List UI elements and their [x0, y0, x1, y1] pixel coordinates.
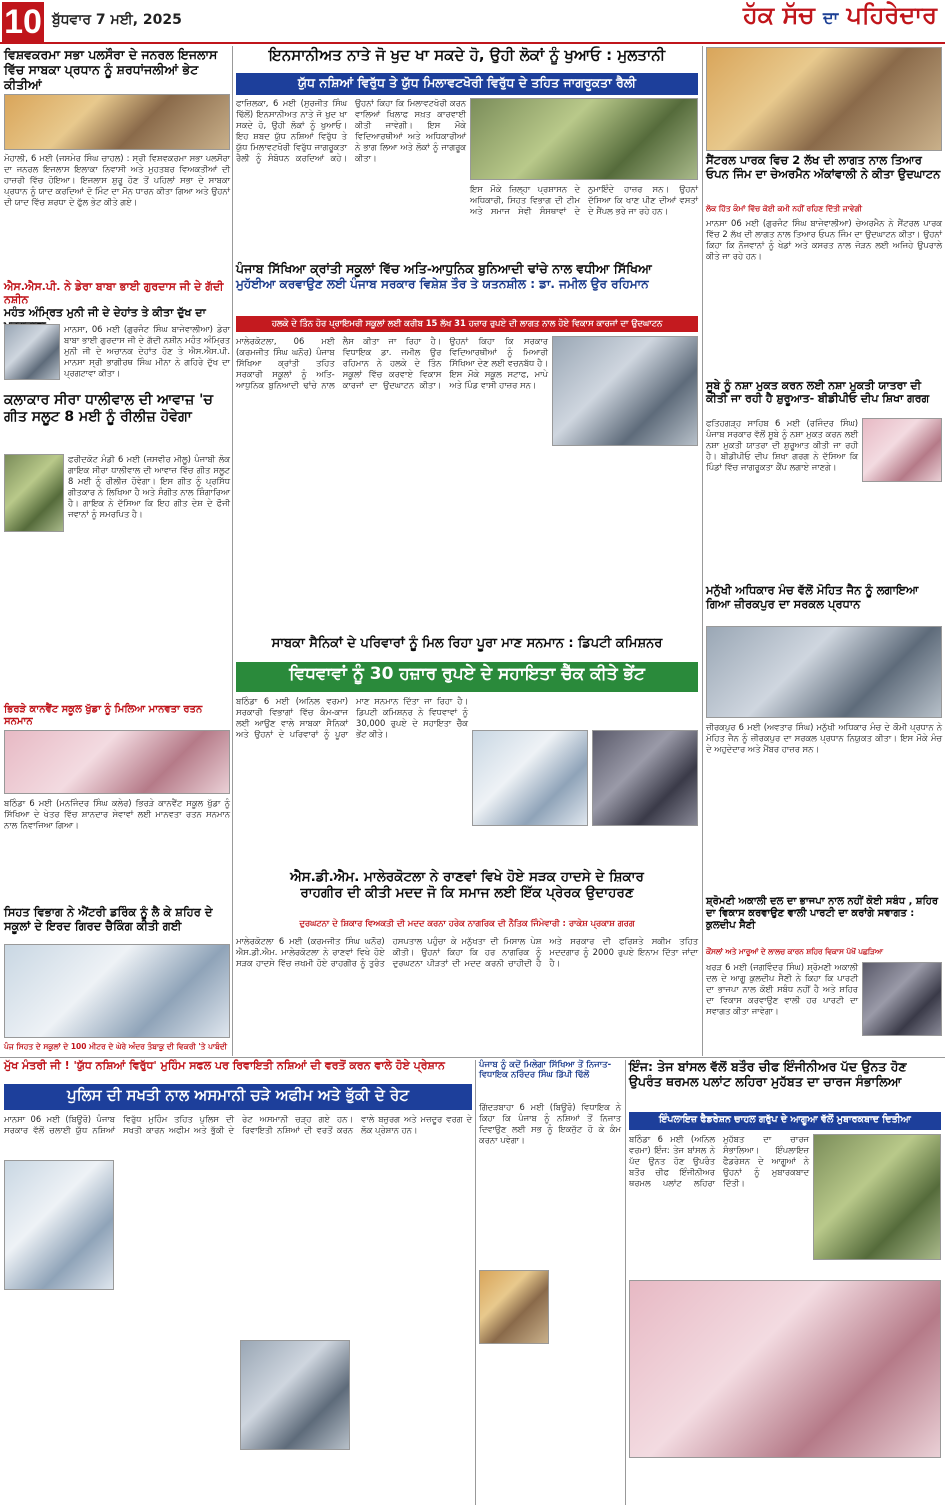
bottom-article-2-body: ਗਿੱਦੜਬਾਹਾ 6 ਮਈ (ਬਿਊਰੋ) ਵਿਧਾਇਕ ਨੇ ਕਿਹਾ ਕਿ ਪੰਜਾਬ ਨੂੰ ਨਸ਼ਿਆਂ ਤੋਂ ਨਿਜਾਤ ਦਿਵਾਉਣ ਲਈ ਸਭ ਨੂੰ ਇਕਜੁੱਟ ਹੋ ਕੇ ਕੰਮ ਕਰਨਾ ਪਵੇਗਾ।	[479, 1102, 621, 1146]
center-article-3-body: ਬਠਿੰਡਾ 6 ਮਈ (ਅਨਿਲ ਵਰਮਾ) ਸਰਕਾਰੀ ਵਿਭਾਗਾਂ ਵਿੱਚ ਕੰਮ-ਕਾਜ ਲਈ ਆਉਣ ਵਾਲੇ ਸਾਬਕਾ ਸੈਨਿਕਾਂ ਅਤੇ ਉਹਨਾਂ ਦੇ ਪਰਿਵਾਰਾਂ ਨੂੰ ਪੂਰਾ ਮਾਣ ਸਨਮਾਨ ਦਿੱਤਾ ਜਾ ਰਿਹਾ ਹੈ। ਡਿਪਟੀ ਕਮਿਸ਼ਨਰ ਨੇ ਵਿਧਵਾਵਾਂ ਨੂੰ 30,000 ਰੁਪਏ ਦੇ ਸਹਾਇਤਾ ਚੈੱਕ ਭੇਂਟ ਕੀਤੇ।	[236, 696, 468, 740]
photo-health-checking	[4, 944, 230, 1038]
bottom-article-3-body: ਬਠਿੰਡਾ 6 ਮਈ (ਅਨਿਲ ਵਰਮਾ) ਇੰਜ: ਤੇਜ ਬਾਂਸਲ ਨੇ ਪੱਦ ਉਨਤ ਹੋਣ ਉਪਰੰਤ ਬਤੌਰ ਚੀਫ ਇੰਜੀਨੀਅਰ ਥਰਮਲ ਪਲਾਂਟ ਲਹਿਰਾ ਮੁਹੱਬਤ ਦਾ ਚਾਰਜ ਸੰਭਾਲਿਆ। ਇੰਪਲਾਇਜ਼ ਫੈਡਰੇਸ਼ਨ ਦੇ ਆਗੂਆਂ ਨੇ ਉਹਨਾਂ ਨੂੰ ਮੁਬਾਰਕਬਾਦ ਦਿੱਤੀ।	[629, 1134, 809, 1189]
bottom-article-1-headline: ਮੁੱਖ ਮੰਤਰੀ ਜੀ ! 'ਯੁੱਧ ਨਸ਼ਿਆਂ ਵਿਰੁੱਧ' ਮੁਹਿੰਮ ਸਫਲ ਪਰ ਰਿਵਾਇਤੀ ਨਸ਼ਿਆਂ ਦੀ ਵਰਤੋਂ ਕਰਨ ਵਾਲੇ ਹੋਏ ਪ੍ਰੇਸ਼ਾਨ	[4, 1059, 445, 1072]
bottom-article-3-band: ਇੰਪਲਾਇਜ਼ ਫੈਡਰੇਸ਼ਨ ਚਾਹਲ ਗਰੁੱਪ ਦੇ ਆਗੂਆ ਵੱਲੋਂ ਮੁਬਾਰਕਬਾਦ ਦਿਤੀਆ	[629, 1112, 941, 1130]
photo-mahant	[4, 324, 60, 380]
right-article-4-body: ਖਰੜ 6 ਮਈ (ਜਗਵਿੰਦਰ ਸਿੰਘ) ਸ਼੍ਰੋਮਣੀ ਅਕਾਲੀ ਦਲ ਦੇ ਆਗੂ ਕੁਲਦੀਪ ਸੈਣੀ ਨੇ ਕਿਹਾ ਕਿ ਪਾਰਟੀ ਦਾ ਭਾਜਪਾ ਨਾਲ ਕੋਈ ਸਬੰਧ ਨਹੀਂ ਹੈ ਅਤੇ ਸ਼ਹਿਰ ਦਾ ਵਿਕਾਸ ਕਰਵਾਉਣ ਵਾਲੀ ਹਰ ਪਾਰਟੀ ਦਾ ਸਵਾਗਤ ਕੀਤਾ ਜਾਵੇਗਾ।	[706, 962, 858, 1017]
photo-sabha-meeting	[4, 94, 230, 150]
issue-date: ਬੁੱਧਵਾਰ 7 ਮਈ, 2025	[52, 12, 182, 28]
photo-police	[240, 1340, 350, 1450]
right-article-2-headline: ਸੂਬੇ ਨੂੰ ਨਸ਼ਾ ਮੁਕਤ ਕਰਨ ਲਈ ਨਸ਼ਾ ਮੁਕਤੀ ਯਾਤਰਾ ਦੀ ਕੀਤੀ ਜਾ ਰਹੀ ਹੈ ਸ਼ੁਰੂਆਤ- ਬੀਡੀਪੀਓ ਦੀਪ ਸ਼ਿਖਾ ਗਰਗ	[706, 379, 930, 405]
photo-kuldeep-saini	[862, 962, 942, 1036]
photo-mla	[479, 1270, 549, 1344]
photo-school-inauguration	[552, 336, 698, 446]
right-article-1-sub: ਲੋਕ ਹਿੱਤ ਕੰਮਾਂ ਵਿੱਚ ਕੋਈ ਕਮੀ ਨਹੀਂ ਰਹਿਣ ਦਿੱਤੀ ਜਾਵੇਗੀ	[706, 204, 862, 213]
center-article-3-headline: ਸਾਬਕਾ ਸੈਨਿਕਾਂ ਦੇ ਪਰਿਵਾਰਾਂ ਨੂੰ ਮਿਲ ਰਿਹਾ ਪੂਰਾ ਮਾਣ ਸਨਮਾਨ : ਡਿਪਟੀ ਕਮਿਸ਼ਨਰ	[271, 636, 663, 651]
photo-awareness-rally	[470, 98, 698, 180]
left-article-3-headline: ਕਲਾਕਾਰ ਸੀਰਾ ਧਾਲੀਵਾਲ ਦੀ ਆਵਾਜ਼ 'ਚ ਗੀਤ ਸਲੂਟ 8 ਮਈ ਨੂੰ ਰੀਲੀਜ਼ ਹੋਵੇਗਾ	[4, 392, 213, 425]
bottom-article-3-headline: ਇੰਜ: ਤੇਜ ਬਾਂਸਲ ਵੱਲੋਂ ਬਤੌਰ ਚੀਫ ਇੰਜੀਨੀਅਰ ਪੱਦ ਉਨਤ ਹੋਣ ਉਪਰੰਤ ਥਰਮਲ ਪਲਾਂਟ ਲਹਿਰਾ ਮੁਹੱਬਤ ਦਾ ਚਾਰਜ ਸੰਭਾਲਿਆ	[629, 1059, 907, 1089]
center-article-4-sub: ਦੁਰਘਟਨਾ ਦੇ ਸ਼ਿਕਾਰ ਵਿਅਕਤੀ ਦੀ ਮਦਦ ਕਰਨਾ ਹਰੇਕ ਨਾਗਰਿਕ ਦੀ ਨੈਤਿਕ ਜਿੰਮੇਵਾਰੀ : ਰਾਕੇਸ਼ ਪ੍ਰਕਾਸ਼ ਗਰਗ	[299, 918, 635, 928]
left-article-4-headline: ਭਿਰੜੇ ਕਾਨਵੈਂਟ ਸਕੂਲ ਖੁੱਡਾ ਨੂੰ ਮਿਲਿਆ ਮਾਨਵਤਾ ਰਤਨ ਸਨਮਾਨ	[4, 704, 203, 727]
center-article-2-band: ਹਲਕੇ ਦੇ ਤਿੰਨ ਹੋਰ ਪ੍ਰਾਇਮਰੀ ਸਕੂਲਾਂ ਲਈ ਕਰੀਬ 15 ਲੱਖ 31 ਹਜ਼ਾਰ ਰੁਪਏ ਦੀ ਲਾਗਤ ਨਾਲ ਹੋਏ ਵਿਕਾਸ ਕਾਰਜਾਂ ਦਾ ਉਦਘਾਟਨ	[236, 316, 698, 332]
left-article-3-body: ਫਰੀਦਕੋਟ ਮੰਡੀ 6 ਮਈ (ਜਸਵੀਰ ਮੀਲੂ) ਪੰਜਾਬੀ ਲੋਕ ਗਾਇਕ ਸੀਰਾ ਧਾਲੀਵਾਲ ਦੀ ਆਵਾਜ਼ ਵਿੱਚ ਗੀਤ ਸਲੂਟ 8 ਮਈ ਨੂੰ ਰੀਲੀਜ਼ ਹੋਵੇਗਾ। ਇਸ ਗੀਤ ਨੂੰ ਪ੍ਰਸਿੱਧ ਗੀਤਕਾਰ ਨੇ ਲਿਖਿਆ ਹੈ ਅਤੇ ਸੰਗੀਤ ਨਾਲ ਸ਼ਿੰਗਾਰਿਆ ਹੈ। ਗਾਇਕ ਨੇ ਦੱਸਿਆ ਕਿ ਇਹ ਗੀਤ ਦੇਸ਼ ਦੇ ਫੌਜੀ ਜਵਾਨਾਂ ਨੂੰ ਸਮਰਪਿਤ ਹੈ।	[68, 454, 230, 520]
bottom-article-1-band: ਪੁਲਿਸ ਦੀ ਸਖਤੀ ਨਾਲ ਅਸਮਾਨੀ ਚੜੇ ਅਫੀਮ ਅਤੇ ਭੁੱਕੀ ਦੇ ਰੇਟ	[4, 1084, 472, 1110]
center-article-4-headline: ਐਸ.ਡੀ.ਐਮ. ਮਾਲੇਰਕੋਟਲਾ ਨੇ ਰਾਣਵਾਂ ਵਿਖੇ ਹੋਏ ਸੜਕ ਹਾਦਸੇ ਦੇ ਸ਼ਿਕਾਰ ਰਾਹਗੀਰ ਦੀ ਕੀਤੀ ਮਦਦ ਜੋ ਕਿ ਸਮਾਜ ਲਈ ਇੱਕ ਪ੍ਰੇਰਕ ਉਦਾਹਰਣ	[290, 869, 644, 901]
right-article-3-headline: ਮਨੁੱਖੀ ਅਧਿਕਾਰ ਮੰਚ ਵੱਲੋਂ ਮੋਹਿਤ ਜੈਨ ਨੂੰ ਲਗਾਇਆ ਗਿਆ ਜ਼ੀਰਕਪੁਰ ਦਾ ਸਰਕਲ ਪ੍ਰਧਾਨ	[706, 583, 919, 611]
photo-open-gym	[706, 47, 942, 151]
photo-opium-seized	[4, 1160, 114, 1290]
left-article-1-headline: ਵਿਸ਼ਵਕਰਮਾ ਸਭਾ ਪਲਸੌਰਾ ਦੇ ਜਨਰਲ ਇਜਲਾਸ ਵਿੱਚ ਸਾਬਕਾ ਪ੍ਰਧਾਨ ਨੂੰ ਸ਼ਰਧਾਂਜਲੀਆਂ ਭੇਟ ਕੀਤੀਆਂ	[4, 47, 218, 92]
photo-singer	[4, 454, 64, 532]
photo-bdpo	[862, 418, 942, 482]
photo-circle-president	[706, 626, 942, 718]
left-article-2-headline: ਐਸ.ਐਸ.ਪੀ. ਨੇ ਡੇਰਾ ਬਾਬਾ ਭਾਈ ਗੁਰਦਾਸ ਜੀ ਦੇ ਗੱਦੀ ਨਸ਼ੀਨ ਮਹੰਤ ਅੰਮ੍ਰਿਤ ਮੁਨੀ ਜੀ ਦੇ ਦੇਹਾਂਤ ਤੇ ਕੀਤਾ ਦੁੱਖ ਦਾ	[4, 280, 224, 319]
center-article-3-band: ਵਿਧਵਾਵਾਂ ਨੂੰ 30 ਹਜ਼ਾਰ ਰੁਪਏ ਦੇ ਸਹਾਇਤਾ ਚੈੱਕ ਕੀਤੇ ਭੇਂਟ	[236, 662, 698, 692]
photo-cheque-presenting	[472, 730, 588, 826]
center-article-1-headline: ਇਨਸਾਨੀਅਤ ਨਾਤੇ ਜੋ ਖੁਦ ਖਾ ਸਕਦੇ ਹੋ, ਉਹੀ ਲੋਕਾਂ ਨੂੰ ਖੁਆਓ : ਮੁਲਤਾਨੀ	[268, 46, 666, 64]
page-number: 10	[2, 2, 44, 42]
photo-school-award	[4, 730, 230, 794]
photo-chief-engineer	[813, 1134, 941, 1260]
masthead	[0, 0, 945, 44]
bottom-article-1-body: ਮਾਨਸਾ 06 ਮਈ (ਬਿਊਰੋ) ਪੰਜਾਬ ਸਰਕਾਰ ਵੱਲੋਂ ਚਲਾਈ ਯੁੱਧ ਨਸ਼ਿਆਂ ਵਿਰੁੱਧ ਮੁਹਿੰਮ ਤਹਿਤ ਪੁਲਿਸ ਦੀ ਸਖਤੀ ਕਾਰਨ ਅਫੀਮ ਅਤੇ ਭੁੱਕੀ ਦੇ ਰੇਟ ਅਸਮਾਨੀ ਚੜ੍ਹ ਗਏ ਹਨ। ਰਿਵਾਇਤੀ ਨਸ਼ਿਆਂ ਦੀ ਵਰਤੋਂ ਕਰਨ ਵਾਲੇ ਬਜ਼ੁਰਗ ਅਤੇ ਮਜ਼ਦੂਰ ਵਰਗ ਦੇ ਲੋਕ ਪ੍ਰੇਸ਼ਾਨ ਹਨ।	[4, 1114, 472, 1136]
right-article-2-body: ਫਤਿਹਗੜ੍ਹ ਸਾਹਿਬ 6 ਮਈ (ਰਜਿੰਦਰ ਸਿੰਘ) ਪੰਜਾਬ ਸਰਕਾਰ ਵੱਲੋਂ ਸੂਬੇ ਨੂੰ ਨਸ਼ਾ ਮੁਕਤ ਕਰਨ ਲਈ ਨਸ਼ਾ ਮੁਕਤੀ ਯਾਤਰਾ ਦੀ ਸ਼ੁਰੂਆਤ ਕੀਤੀ ਜਾ ਰਹੀ ਹੈ। ਬੀਡੀਪੀਓ ਦੀਪ ਸ਼ਿਖਾ ਗਰਗ ਨੇ ਦੱਸਿਆ ਕਿ ਪਿੰਡਾਂ ਵਿੱਚ ਜਾਗਰੂਕਤਾ ਕੈਂਪ ਲਗਾਏ ਜਾਣਗੇ।	[706, 418, 858, 473]
center-article-1-body: ਫਾਜ਼ਿਲਕਾ, 6 ਮਈ (ਸੁਰਜੀਤ ਸਿੰਘ ਢਿੱਲੋਂ) ਇਨਸਾਨੀਅਤ ਨਾਤੇ ਜੋ ਖੁਦ ਖਾ ਸਕਦੇ ਹੋ, ਉਹੀ ਲੋਕਾਂ ਨੂੰ ਖੁਆਓ। ਇਹ ਸ਼ਬਦ ਯੁੱਧ ਨਸ਼ਿਆਂ ਵਿਰੁੱਧ ਤੇ ਯੁੱਧ ਮਿਲਾਵਟਖੋਰੀ ਵਿਰੁੱਧ ਜਾਗਰੂਕਤਾ ਰੈਲੀ ਨੂੰ ਸੰਬੋਧਨ ਕਰਦਿਆਂ ਕਹੇ। ਉਹਨਾਂ ਕਿਹਾ ਕਿ ਮਿਲਾਵਟਖੋਰੀ ਕਰਨ ਵਾਲਿਆਂ ਖਿਲਾਫ ਸਖ਼ਤ ਕਾਰਵਾਈ ਕੀਤੀ ਜਾਵੇਗੀ। ਇਸ ਮੌਕੇ ਵਿਦਿਆਰਥੀਆਂ ਅਤੇ ਅਧਿਕਾਰੀਆਂ ਨੇ ਭਾਗ ਲਿਆ ਅਤੇ ਲੋਕਾਂ ਨੂੰ ਜਾਗਰੂਕ ਕੀਤਾ।	[236, 98, 466, 164]
left-article-4-body: ਬਠਿੰਡਾ 6 ਮਈ (ਮਨਜਿੰਦਰ ਸਿੰਘ ਕਲੇਰ) ਭਿਰੜੇ ਕਾਨਵੈਂਟ ਸਕੂਲ ਖੁੱਡਾ ਨੂੰ ਸਿੱਖਿਆ ਦੇ ਖੇਤਰ ਵਿੱਚ ਸ਼ਾਨਦਾਰ ਸੇਵਾਵਾਂ ਲਈ ਮਾਨਵਤਾ ਰਤਨ ਸਨਮਾਨ ਨਾਲ ਨਿਵਾਜਿਆ ਗਿਆ।	[4, 798, 230, 831]
right-article-1-body: ਮਾਨਸਾ 06 ਮਈ (ਗੁਰਜੰਟ ਸਿੰਘ ਬਾਜੇਵਾਲੀਆ) ਚੇਅਰਮੈਨ ਨੇ ਸੈਂਟਰਲ ਪਾਰਕ ਵਿੱਚ 2 ਲੱਖ ਦੀ ਲਾਗਤ ਨਾਲ ਤਿਆਰ ਓਪਨ ਜਿੰਮ ਦਾ ਉਦਘਾਟਨ ਕੀਤਾ। ਉਹਨਾਂ ਕਿਹਾ ਕਿ ਨੌਜਵਾਨਾਂ ਨੂੰ ਖੇਡਾਂ ਅਤੇ ਕਸਰਤ ਨਾਲ ਜੋੜਨ ਲਈ ਅਜਿਹੇ ਉਪਰਾਲੇ ਕੀਤੇ ਜਾ ਰਹੇ ਹਨ।	[706, 218, 942, 262]
title-part-a: ਹੱਕ ਸੱਚ	[743, 0, 815, 29]
right-article-3-body: ਜ਼ੀਰਕਪੁਰ 6 ਮਈ (ਅਵਤਾਰ ਸਿੰਘ) ਮਨੁੱਖੀ ਅਧਿਕਾਰ ਮੰਚ ਦੇ ਕੌਮੀ ਪ੍ਰਧਾਨ ਨੇ ਮੋਹਿਤ ਜੈਨ ਨੂੰ ਜ਼ੀਰਕਪੁਰ ਦਾ ਸਰਕਲ ਪ੍ਰਧਾਨ ਨਿਯੁਕਤ ਕੀਤਾ। ਇਸ ਮੌਕੇ ਮੰਚ ਦੇ ਅਹੁਦੇਦਾਰ ਅਤੇ ਮੈਂਬਰ ਹਾਜ਼ਰ ਸਨ।	[706, 722, 942, 755]
photo-federation-leaders	[629, 1280, 941, 1458]
photo-widow-cheque	[592, 730, 698, 826]
left-article-1-body: ਮੋਹਾਲੀ, 6 ਮਈ (ਜਸਮੇਰ ਸਿੰਘ ਚਾਹਲ) : ਸ੍ਰੀ ਵਿਸ਼ਵਕਰਮਾ ਸਭਾ ਪਲਸੌਰਾ ਦਾ ਜਨਰਲ ਇਜਲਾਸ ਇਲਾਕਾ ਨਿਵਾਸੀ ਅਤੇ ਮੁਹਤਬਰ ਵਿਅਕਤੀਆਂ ਦੀ ਹਾਜ਼ਰੀ ਵਿੱਚ ਹੋਇਆ। ਇਜਲਾਸ ਸ਼ੁਰੂ ਹੋਣ ਤੋਂ ਪਹਿਲਾਂ ਸਭਾ ਦੇ ਸਾਬਕਾ ਪ੍ਰਧਾਨ ਨੂੰ ਯਾਦ ਕਰਦਿਆਂ ਦੋ ਮਿੰਟ ਦਾ ਮੌਨ ਧਾਰਨ ਕੀਤਾ ਗਿਆ ਅਤੇ ਉਹਨਾਂ ਦੀ ਯਾਦ ਵਿੱਚ ਸ਼ਰਧਾ ਦੇ ਫੁੱਲ ਭੇਟ ਕੀਤੇ ਗਏ।	[4, 153, 230, 208]
center-article-4-body: ਮਾਲੇਰਕੋਟਲਾ 6 ਮਈ (ਕਰਮਜੀਤ ਸਿੰਘ ਘਨੌਰ) ਐਸ.ਡੀ.ਐਮ. ਮਾਲੇਰਕੋਟਲਾ ਨੇ ਰਾਣਵਾਂ ਵਿਖੇ ਹੋਏ ਸੜਕ ਹਾਦਸੇ ਵਿੱਚ ਜ਼ਖਮੀ ਹੋਏ ਰਾਹਗੀਰ ਨੂੰ ਤੁਰੰਤ ਹਸਪਤਾਲ ਪਹੁੰਚਾ ਕੇ ਮਨੁੱਖਤਾ ਦੀ ਮਿਸਾਲ ਪੇਸ਼ ਕੀਤੀ। ਉਹਨਾਂ ਕਿਹਾ ਕਿ ਹਰ ਨਾਗਰਿਕ ਨੂੰ ਦੁਰਘਟਨਾ ਪੀੜਤਾਂ ਦੀ ਮਦਦ ਕਰਨੀ ਚਾਹੀਦੀ ਹੈ ਅਤੇ ਸਰਕਾਰ ਦੀ ਫਰਿਸ਼ਤੇ ਸਕੀਮ ਤਹਿਤ ਮਦਦਗਾਰ ਨੂੰ 2000 ਰੁਪਏ ਇਨਾਮ ਦਿੱਤਾ ਜਾਂਦਾ ਹੈ।	[236, 936, 698, 969]
bottom-article-2-headline: ਪੰਜਾਬ ਨੂੰ ਕਦੋਂ ਮਿਲੇਗਾ ਸਿੱਖਿਆ ਤੋਂ ਨਿਜਾਤ-ਵਿਧਾਇਕ ਨਰਿੰਦਰ ਸਿੰਘ ਡਿੱਪੀ ਢਿੱਲੋਂ	[479, 1060, 612, 1081]
title-part-b: ਦਾ	[823, 8, 839, 27]
center-article-2-body: ਮਾਲੇਰਕੋਟਲਾ, 06 ਮਈ (ਕਰਮਜੀਤ ਸਿੰਘ ਘਨੌਰ) ਪੰਜਾਬ ਸਿੱਖਿਆ ਕ੍ਰਾਂਤੀ ਤਹਿਤ ਸਰਕਾਰੀ ਸਕੂਲਾਂ ਨੂੰ ਅਤਿ-ਆਧੁਨਿਕ ਬੁਨਿਆਦੀ ਢਾਂਚੇ ਨਾਲ ਲੈਸ ਕੀਤਾ ਜਾ ਰਿਹਾ ਹੈ। ਵਿਧਾਇਕ ਡਾ. ਜਮੀਲ ਉਰ ਰਹਿਮਾਨ ਨੇ ਹਲਕੇ ਦੇ ਤਿੰਨ ਸਕੂਲਾਂ ਵਿੱਚ ਕਰਵਾਏ ਵਿਕਾਸ ਕਾਰਜਾਂ ਦਾ ਉਦਘਾਟਨ ਕੀਤਾ। ਉਹਨਾਂ ਕਿਹਾ ਕਿ ਸਰਕਾਰ ਵਿਦਿਆਰਥੀਆਂ ਨੂੰ ਮਿਆਰੀ ਸਿੱਖਿਆ ਦੇਣ ਲਈ ਵਚਨਬੱਧ ਹੈ। ਇਸ ਮੌਕੇ ਸਕੂਲ ਸਟਾਫ, ਮਾਪੇ ਅਤੇ ਪਿੰਡ ਵਾਸੀ ਹਾਜ਼ਰ ਸਨ।	[236, 336, 548, 391]
left-article-5-headline: ਸਿਹਤ ਵਿਭਾਗ ਨੇ ਐਂਟਰੀ ਡਰਿੰਕ ਨੂੰ ਲੈ ਕੇ ਸ਼ਹਿਰ ਦੇ ਸਕੂਲਾਂ ਦੇ ਇਰਦ ਗਿਰਦ ਚੈਕਿੰਗ ਕੀਤੀ ਗਈ	[4, 905, 213, 933]
center-article-2-headline: ਪੰਜਾਬ ਸਿੱਖਿਆ ਕ੍ਰਾਂਤੀ ਸਕੂਲਾਂ ਵਿੱਚ ਅਤਿ-ਆਧੁਨਿਕ ਬੁਨਿਆਦੀ ਢਾਂਚੇ ਨਾਲ ਵਧੀਆ ਸਿੱਖਿਆ ਮੁਹੱਈਆ ਕਰਵਾਉਣ ਲਈ ਪੰਜਾਬ ਸਰਕਾਰ ਵਿਸ਼ੇਸ਼ ਤੌਰ ਤੇ ਯਤਨਸ਼ੀਲ : ਡਾ. ਜਮੀਲ ਉਰ ਰਹਿਮਾਨ	[236, 261, 652, 291]
right-article-4-sub: ਕੌਂਸਲਾਂ ਅਤੇ ਮਾਰੂਆਂ ਦੇ ਲਾਲਚ ਕਾਰਨ ਸ਼ਹਿਰ ਵਿਕਾਸ ਪੱਖੋਂ ਪਛੜਿਆ	[706, 947, 883, 956]
newspaper-title	[743, 0, 937, 29]
left-article-2-body: ਮਾਨਸਾ, 06 ਮਈ (ਗੁਰਜੰਟ ਸਿੰਘ ਬਾਜੇਵਾਲੀਆ) ਡੇਰਾ ਬਾਬਾ ਭਾਈ ਗੁਰਦਾਸ ਜੀ ਦੇ ਗੱਦੀ ਨਸ਼ੀਨ ਮਹੰਤ ਅੰਮ੍ਰਿਤ ਮੁਨੀ ਜੀ ਦੇ ਅਚਾਨਕ ਦੇਹਾਂਤ ਹੋਣ ਤੇ ਐਸ.ਐਸ.ਪੀ. ਮਾਨਸਾ ਸ੍ਰੀ ਭਾਗੀਰਥ ਸਿੰਘ ਮੀਨਾ ਨੇ ਗਹਿਰੇ ਦੁੱਖ ਦਾ ਪ੍ਰਗਟਾਵਾ ਕੀਤਾ।	[64, 324, 230, 379]
title-part-c: ਪਹਿਰੇਦਾਰ	[846, 0, 937, 29]
right-article-1-headline: ਸੈਂਟਰਲ ਪਾਰਕ ਵਿਚ 2 ਲੱਖ ਦੀ ਲਾਗਤ ਨਾਲ ਤਿਆਰ ਓਪਨ ਜਿੰਮ ਦਾ ਚੇਅਰਮੈਨ ਅੱਕਾਂਵਾਲੀ ਨੇ ਕੀਤਾ ਉਦਘਾਟਨ	[706, 153, 941, 181]
right-article-4-headline: ਸ਼੍ਰੋਮਣੀ ਅਕਾਲੀ ਦਲ ਦਾ ਭਾਜਪਾ ਨਾਲ ਨਹੀਂ ਕੋਈ ਸਬੰਧ , ਸ਼ਹਿਰ ਦਾ ਵਿਕਾਸ ਕਰਵਾਉਣ ਵਾਲੀ ਪਾਰਟੀ ਦਾ ਕਰਾਂਗੇ ਸਵਾਗਤ : ਕੁਲਦੀਪ ਸੈਣੀ	[706, 896, 939, 931]
center-article-1-body-b: ਇਸ ਮੌਕੇ ਜ਼ਿਲ੍ਹਾ ਪ੍ਰਸ਼ਾਸਨ ਦੇ ਅਧਿਕਾਰੀ, ਸਿਹਤ ਵਿਭਾਗ ਦੀ ਟੀਮ ਅਤੇ ਸਮਾਜ ਸੇਵੀ ਸੰਸਥਾਵਾਂ ਦੇ ਨੁਮਾਇੰਦੇ ਹਾਜ਼ਰ ਸਨ। ਉਹਨਾਂ ਦੱਸਿਆ ਕਿ ਖਾਣ ਪੀਣ ਦੀਆਂ ਵਸਤਾਂ ਦੇ ਸੈਂਪਲ ਭਰੇ ਜਾ ਰਹੇ ਹਨ।	[470, 184, 698, 217]
center-article-1-band: ਯੁੱਧ ਨਸ਼ਿਆਂ ਵਿਰੁੱਧ ਤੇ ਯੁੱਧ ਮਿਲਾਵਟਖੋਰੀ ਵਿਰੁੱਧ ਦੇ ਤਹਿਤ ਜਾਗਰੂਕਤਾ ਰੈਲੀ	[236, 73, 698, 95]
left-article-5-sub: ਪੰਜ ਸਿਹਤ ਦੇ ਸਕੂਲਾਂ ਦੇ 100 ਮੀਟਰ ਦੇ ਘੇਰੇ ਅੰਦਰ ਤੰਬਾਕੂ ਦੀ ਵਿਕਰੀ 'ਤੇ ਪਾਬੰਦੀ	[4, 1042, 227, 1051]
